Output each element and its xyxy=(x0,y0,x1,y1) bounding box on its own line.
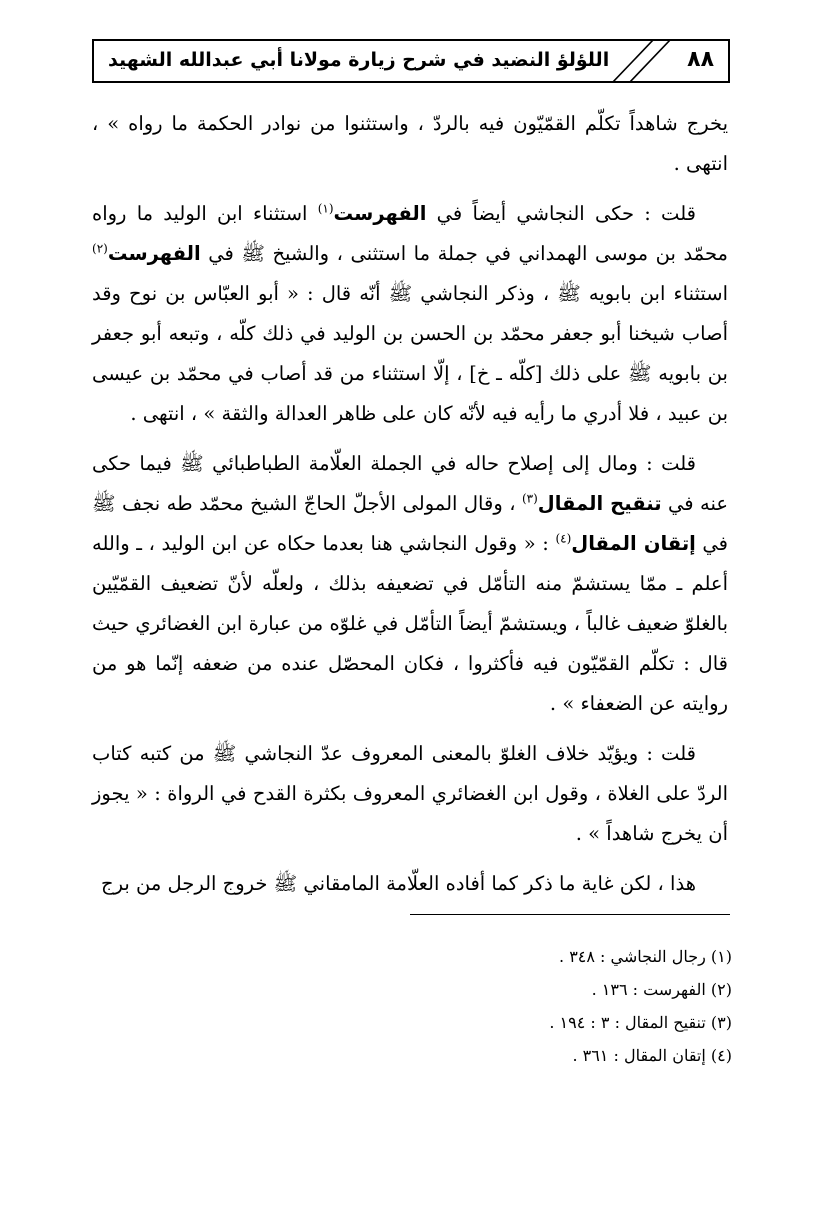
footnote-ref-1[interactable]: (١) xyxy=(317,201,334,216)
footnote-ref-4[interactable]: (٤) xyxy=(555,531,572,546)
footnotes xyxy=(300,940,732,1072)
footnote-3: (٣) تنقيح المقال : ٣ : ١٩٤ . xyxy=(549,1013,732,1032)
itqan-title: إتقان المقال xyxy=(571,532,696,555)
book-title: اللؤلؤ النضيد في شرح زيارة مولانا أبي عبدالله الشهيد xyxy=(108,49,610,71)
paragraph-1: يخرج شاهداً تكلّم القمّيّون فيه بالردّ ، واستثنوا من نوادر الحكمة ما رواه » ، انتهى . xyxy=(92,112,728,175)
paragraph-2: قلت : حكى النجاشي أيضاً في الفهرست$^{(١)}$ استثناء ابن الوليد ما رواه محمّد بن موسى الهمداني في جملة ما استثنى ، والشيخ ﷺ في الفهرست$^{(٢)}$ استثناء ابن بابويه ﷺ ، وذكر النجاشي ﷺ أنّه قال : « أبو العبّاس بن نوح وقد أصاب شيخنا أبو جعفر محمّد بن الحسن بن الوليد في ذلك كلّه ، وتبعه أبو جعفر بن بابويه ﷺ على ذلك [كلّه ـ خ] ، إلّا استثناء من قد أصاب في محمّد بن عيسى بن عبيد ، فلا أدري ما رأيه فيه لأنّه كان على ظاهر العدالة والثقة » ، انتهى . xyxy=(92,201,728,425)
tanqih-title: تنقيح المقال xyxy=(537,492,662,515)
footnote-ref-3[interactable]: (٣) xyxy=(521,491,538,506)
fihrist-title: الفهرست xyxy=(333,202,427,225)
paragraph-4: قلت : ويؤيّد خلاف الغلوّ بالمعنى المعروف عدّ النجاشي ﷺ من كتبه كتاب الردّ على الغلاة ، وقول ابن الغضائري المعروف بكثرة القدح في الرواة : « يجوز أن يخرج شاهداً » . xyxy=(92,742,728,845)
paragraph-5: هذا ، لكن غاية ما ذكر كما أفاده العلّامة المامقاني ﷺ خروج الرجل من برج xyxy=(101,872,696,895)
footnote-1: (١) رجال النجاشي : ٣٤٨ . xyxy=(559,947,732,966)
paragraph-3: قلت : ومال إلى إصلاح حاله في الجملة العلّامة الطباطبائي ﷺ فيما حكى عنه في تنقيح المقال$^{(٣)}$ ، وقال المولى الأجلّ الحاجّ الشيخ محمّد طه نجف ﷺ في إتقان المقال$^{(٤)}$ : « وقول النجاشي هنا بعدما حكاه عن ابن الوليد ، ـ والله أعلم ـ ممّا يستشمّ منه التأمّل في تضعيفه بذلك ، ولعلّه لأنّ تضعيف القمّيّين بالغلوّ ضعيف غالباً ، ويستشمّ أيضاً التأمّل في غلوّه من عبارة ابن الغضائري حيث قال : تكلّم القمّيّون فيه فأكثروا ، فكان المحصّل عنده من ضعفه إنّما هو من روايته عن الضعفاء » . xyxy=(92,452,728,715)
page-number: ٨٨ xyxy=(687,47,714,72)
footnote-4: (٤) إتقان المقال : ٣٦١ . xyxy=(572,1046,732,1065)
footnote-ref-2[interactable]: (٢) xyxy=(92,241,108,256)
footnote-divider xyxy=(410,914,730,915)
footnote-2: (٢) الفهرست : ١٣٦ . xyxy=(591,980,732,999)
main-text xyxy=(92,104,728,914)
running-header xyxy=(92,39,730,83)
fihrist-title: الفهرست xyxy=(107,242,201,265)
